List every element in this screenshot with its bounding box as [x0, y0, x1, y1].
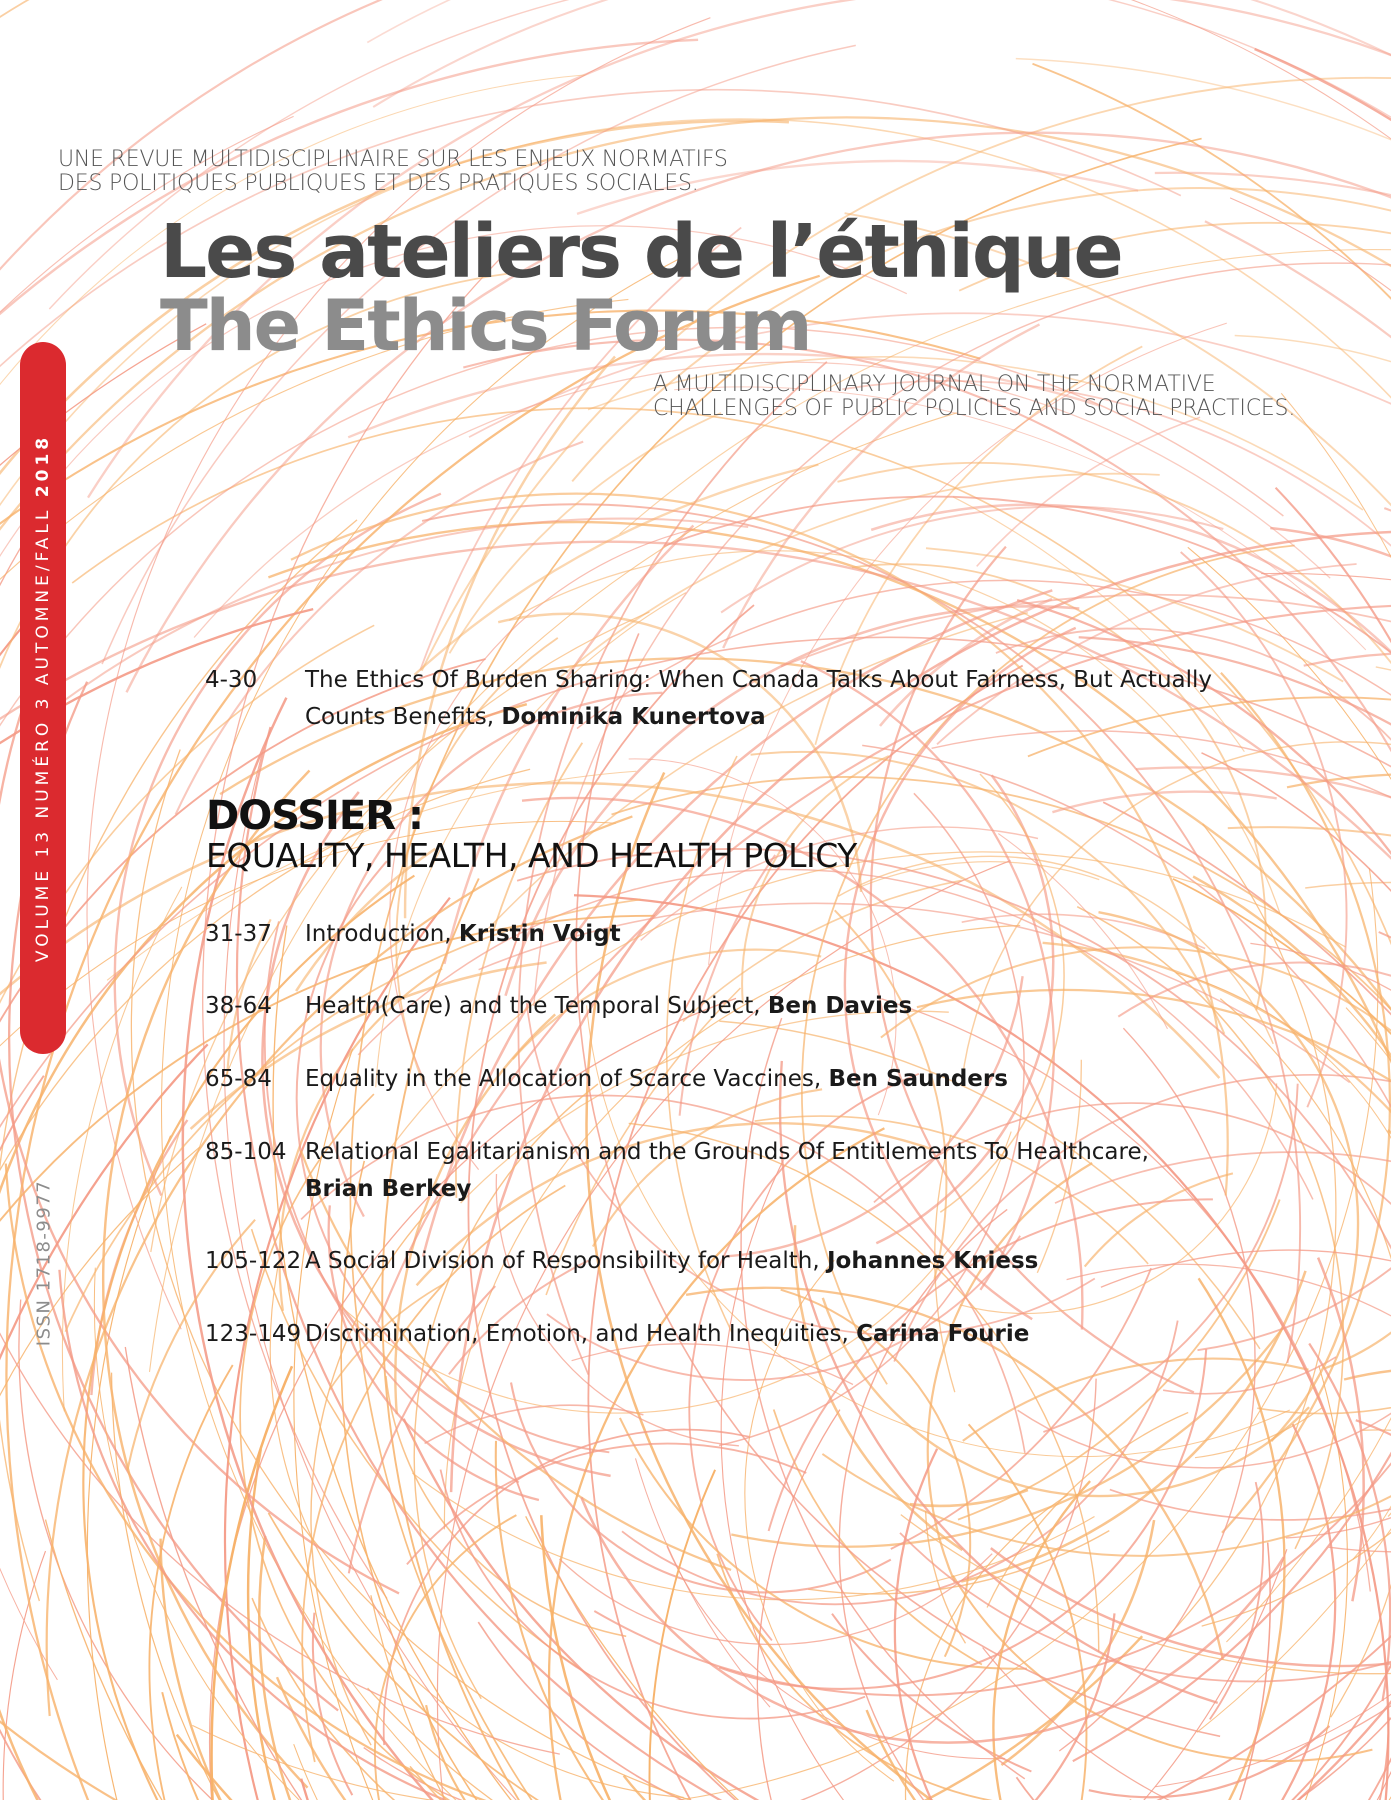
line-art-arc	[928, 1163, 1092, 1582]
toc-title-text: Introduction,	[305, 921, 459, 947]
toc-title	[305, 1243, 1305, 1280]
line-art-arc	[162, 1692, 629, 1800]
toc-pages: 65-84	[205, 1066, 272, 1092]
line-art-arc	[959, 223, 1391, 844]
line-art-arc	[367, 0, 833, 43]
toc-pages: 4-30	[205, 667, 258, 693]
toc-author: Dominika Kunertova	[501, 704, 766, 730]
toc-pages: 38-64	[205, 993, 272, 1019]
line-art-arc	[419, 1791, 1391, 1800]
toc-title	[305, 988, 1305, 1025]
toc-pages: 105-122	[205, 1248, 302, 1274]
line-art-arc	[987, 1413, 1188, 1608]
toc-author: Ben Davies	[767, 993, 913, 1019]
line-art-arc	[991, 1548, 1391, 1666]
toc-title-text: Equality in the Allocation of Scarce Vaccines,	[305, 1066, 829, 1092]
issue-label	[33, 434, 53, 962]
line-art-arc	[384, 1430, 749, 1746]
toc-author: Carina Fourie	[856, 1321, 1030, 1347]
toc-title	[305, 662, 1305, 736]
toc-title	[305, 1134, 1305, 1208]
toc-author: Johannes Kniess	[826, 1248, 1039, 1274]
toc-title-line-2: Counts Benefits,	[305, 704, 502, 730]
toc-title-text: Relational Egalitarianism and the Grounds Of Entitlements To Healthcare,	[305, 1139, 1149, 1165]
toc-title	[305, 1316, 1305, 1353]
line-art-arc	[248, 1449, 1380, 1800]
line-art-arc	[1362, 1430, 1391, 1800]
volume-label: VOLUME 13 NUMÉRO 3 AUTOMNE/FALL	[33, 506, 53, 963]
line-art-arc	[269, 1513, 963, 1800]
line-art-arc	[0, 1147, 200, 1800]
issn-label: ISSN 1718-9977	[33, 1179, 55, 1347]
line-art-arc	[636, 1458, 771, 1707]
journal-title-english: The Ethics Forum	[160, 285, 811, 367]
toc-title-text: Health(Care) and the Temporal Subject,	[305, 993, 768, 1019]
line-art-arc	[210, 998, 736, 1800]
line-art-arc	[19, 1300, 745, 1800]
line-art-arc	[313, 1613, 352, 1795]
tagline-english-line-1: A MULTIDISCIPLINARY JOURNAL ON THE NORMATIVE	[653, 372, 1216, 397]
toc-title-line-1: The Ethics Of Burden Sharing: When Canada Talks About Fairness, But Actually	[305, 667, 1213, 693]
toc-pages: 123-149	[205, 1321, 302, 1347]
line-art-arc	[1205, 221, 1391, 623]
tagline-french	[58, 148, 728, 196]
line-art-arc	[0, 1539, 381, 1800]
line-art-arc	[212, 1366, 662, 1800]
line-art-arc	[558, 474, 1159, 679]
line-art-arc	[0, 916, 655, 1800]
line-art-arc	[0, 1601, 551, 1800]
line-art-arc	[901, 1515, 1391, 1674]
toc-title	[305, 916, 1305, 953]
toc-author: Brian Berkey	[305, 1176, 472, 1202]
tagline-english-line-2: CHALLENGES OF PUBLIC POLICIES AND SOCIAL PRACTICES.	[653, 396, 1296, 421]
journal-title-french: Les ateliers de l’éthique	[160, 209, 1122, 295]
toc-pages: 31-37	[205, 921, 272, 947]
tagline-french-line-1: UNE REVUE MULTIDISCIPLINAIRE SUR LES ENJEUX NORMATIFS	[58, 147, 728, 172]
toc-author: Kristin Voigt	[458, 921, 621, 947]
line-art-arc	[1155, 173, 1391, 527]
line-art-arc	[624, 1776, 894, 1800]
tagline-english	[653, 373, 1295, 421]
toc-pages: 85-104	[205, 1139, 287, 1165]
toc-author: Ben Saunders	[828, 1066, 1008, 1092]
line-art-arc	[1255, 49, 1391, 1767]
line-art-arc	[386, 1376, 626, 1636]
toc-title-text: Discrimination, Emotion, and Health Inequities,	[305, 1321, 857, 1347]
line-art-arc	[677, 908, 1391, 1800]
line-art-arc	[1376, 667, 1391, 754]
line-art-arc	[602, 1436, 1391, 1800]
dossier-label: DOSSIER :	[206, 793, 423, 839]
line-art-arc	[1239, 1759, 1391, 1800]
line-art-arc	[511, 1383, 891, 1593]
line-art-arc	[441, 1470, 866, 1719]
line-art-arc	[3, 1551, 166, 1800]
toc-title-text: A Social Division of Responsibility for Health,	[305, 1248, 827, 1274]
line-art-arc	[415, 465, 819, 675]
line-art-arc	[176, 442, 584, 815]
line-art-arc	[977, 417, 1200, 566]
toc-title	[305, 1061, 1305, 1098]
dossier-theme: EQUALITY, HEALTH, AND HEALTH POLICY	[206, 836, 857, 875]
issue-year: 2018	[33, 433, 53, 498]
line-art-arc	[721, 507, 1223, 613]
tagline-french-line-2: DES POLITIQUES PUBLIQUES ET DES PRATIQUES SOCIALES.	[58, 171, 699, 196]
line-art-arc	[842, 1663, 1391, 1800]
